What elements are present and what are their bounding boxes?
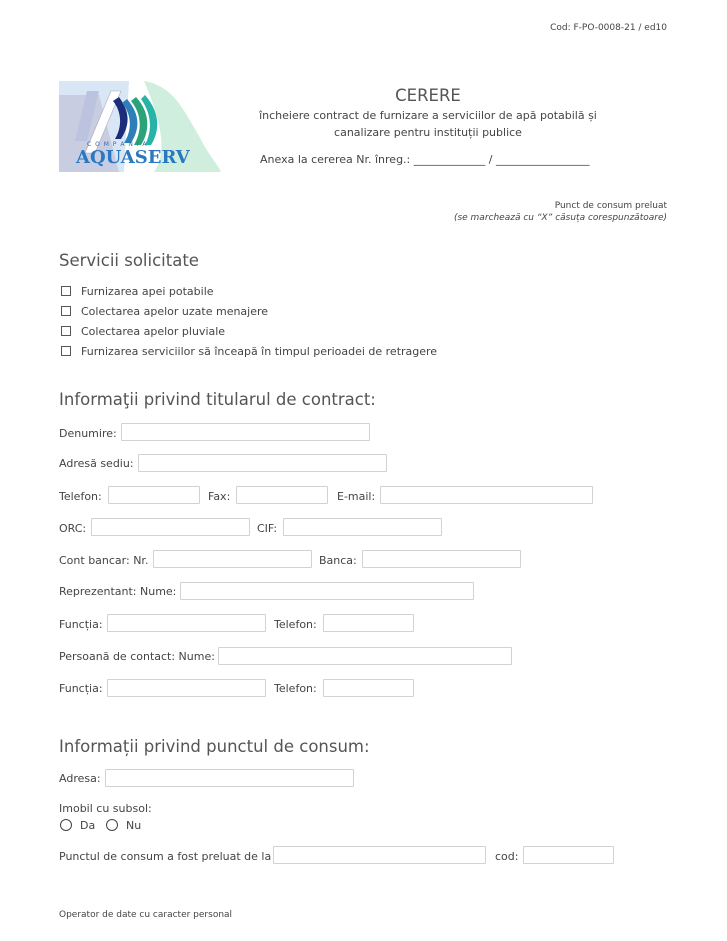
- form-code: Cod: F-PO-0008-21 / ed10: [550, 23, 667, 33]
- basement-label: Imobil cu subsol:: [59, 802, 152, 815]
- logo-company-name: AQUASERV: [76, 147, 190, 168]
- service-label-water: Furnizarea apei potabile: [81, 285, 214, 298]
- consumption-address-label: Adresa:: [59, 772, 101, 785]
- holder-phone-input[interactable]: [108, 486, 200, 504]
- holder-email-label: E-mail:: [337, 490, 376, 503]
- taken-over-from-input[interactable]: [273, 846, 486, 864]
- holder-name-input[interactable]: [121, 423, 370, 441]
- service-checkbox-water[interactable]: [61, 286, 71, 296]
- holder-contact-function-label: Funcția:: [59, 682, 103, 695]
- page-subtitle-line1: încheiere contract de furnizare a serviciilor de apă potabilă și: [259, 109, 597, 122]
- holder-heading: Informaţii privind titularul de contract:: [59, 390, 376, 409]
- holder-email-input[interactable]: [380, 486, 593, 504]
- service-checkbox-rainwater[interactable]: [61, 326, 71, 336]
- holder-address-label: Adresă sediu:: [59, 457, 134, 470]
- consumption-address-input[interactable]: [105, 769, 354, 787]
- holder-orc-input[interactable]: [91, 518, 250, 536]
- service-checkbox-wastewater[interactable]: [61, 306, 71, 316]
- holder-cif-input[interactable]: [283, 518, 442, 536]
- holder-contact-phone-label: Telefon:: [274, 682, 317, 695]
- services-heading: Servicii solicitate: [59, 251, 199, 270]
- service-label-withdrawal-period: Furnizarea serviciilor să înceapă în timpul perioadei de retragere: [81, 345, 438, 358]
- holder-contact-person-input[interactable]: [218, 647, 512, 665]
- holder-orc-label: ORC:: [59, 522, 87, 535]
- holder-bank-account-label: Cont bancar: Nr.: [59, 554, 149, 567]
- holder-cif-label: CIF:: [257, 522, 278, 535]
- service-label-rainwater: Colectarea apelor pluviale: [81, 325, 226, 338]
- consumption-point-heading: Informații privind punctul de consum:: [59, 737, 370, 756]
- page-title: CERERE: [395, 86, 461, 105]
- holder-rep-phone-input[interactable]: [323, 614, 414, 632]
- holder-address-input[interactable]: [138, 454, 387, 472]
- holder-contact-phone-input[interactable]: [323, 679, 414, 697]
- taken-over-code-input[interactable]: [523, 846, 614, 864]
- holder-fax-label: Fax:: [208, 490, 231, 503]
- holder-phone-label: Telefon:: [59, 490, 102, 503]
- service-checkbox-withdrawal-period[interactable]: [61, 346, 71, 356]
- consumption-note-line2: (se marchează cu “X” căsuța corespunzătoare): [453, 213, 667, 223]
- holder-representative-input[interactable]: [180, 582, 474, 600]
- page-subtitle-line2: canalizare pentru instituții publice: [334, 126, 522, 139]
- holder-function-input[interactable]: [107, 614, 266, 632]
- holder-contact-function-input[interactable]: [107, 679, 266, 697]
- annex-registration-line: Anexa la cererea Nr. înreg.: _____________ / _________________: [260, 153, 590, 166]
- basement-yes-label: Da: [80, 819, 96, 832]
- holder-fax-input[interactable]: [236, 486, 328, 504]
- holder-contact-person-label: Persoană de contact: Nume:: [59, 650, 215, 663]
- taken-over-code-label: cod:: [495, 850, 519, 863]
- holder-rep-phone-label: Telefon:: [274, 618, 317, 631]
- holder-representative-label: Reprezentant: Nume:: [59, 585, 177, 598]
- basement-no-radio[interactable]: [106, 819, 118, 831]
- logo-company-small: C O M P A N I A: [87, 141, 148, 148]
- consumption-note-line1: Punct de consum preluat: [554, 201, 667, 211]
- holder-name-label: Denumire:: [59, 427, 117, 440]
- basement-no-label: Nu: [126, 819, 142, 832]
- holder-bank-account-input[interactable]: [153, 550, 312, 568]
- holder-function-label: Funcția:: [59, 618, 103, 631]
- basement-yes-radio[interactable]: [60, 819, 72, 831]
- holder-bank-label: Banca:: [319, 554, 357, 567]
- company-logo: [59, 81, 221, 172]
- service-label-wastewater: Colectarea apelor uzate menajere: [81, 305, 269, 318]
- operator-note: Operator de date cu caracter personal: [59, 910, 233, 920]
- holder-bank-input[interactable]: [362, 550, 521, 568]
- taken-over-from-label: Punctul de consum a fost preluat de la: [59, 850, 272, 863]
